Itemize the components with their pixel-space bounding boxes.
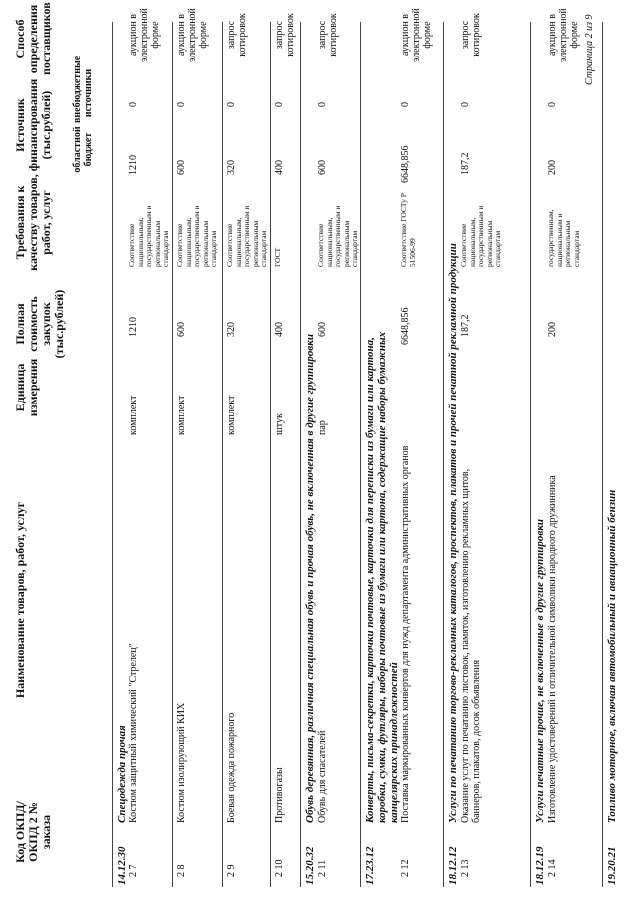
row-method: аукцион в электронной форме	[547, 8, 580, 62]
row-extra: 0	[547, 102, 558, 107]
row-code: 2 11	[317, 859, 328, 877]
group-code-5: 18.12.19	[534, 846, 546, 885]
row-requirements: государственным, национальным и региональным стандартам	[546, 209, 581, 267]
row-cost: 6648,856	[400, 307, 411, 345]
row-extra: 0	[226, 102, 237, 107]
row-name: Поставка маркированных конвертов для нужд департамента административных органов	[400, 445, 411, 823]
row-requirements: Соответствие национальным, государственным и региональным стандартам	[316, 205, 359, 267]
row-extra: 0	[128, 102, 139, 107]
row-regional: 400	[274, 160, 285, 175]
row-method: запрос котировок	[317, 13, 339, 57]
row-cost: 600	[317, 322, 328, 337]
row-unit: комплект	[176, 395, 187, 435]
group-title-1: Спецодежда прочая	[116, 725, 128, 823]
row-divider	[443, 22, 444, 887]
row-regional: 6648,856	[400, 145, 411, 183]
row-method: аукцион в электронной форме	[400, 8, 433, 62]
row-method: запрос котировок	[226, 13, 248, 57]
group-code-4: 18.12.12	[447, 846, 459, 885]
row-name: Костюм изолирующий КИХ	[176, 702, 187, 823]
row-cost: 187,2	[460, 314, 471, 337]
row-cost: 200	[547, 322, 558, 337]
row-regional: 1210	[128, 155, 139, 175]
row-cost: 320	[226, 322, 237, 337]
row-method: аукцион в электронной форме	[128, 8, 161, 62]
row-regional: 600	[176, 160, 187, 175]
row-extra: 0	[400, 102, 411, 107]
header-code: Код ОКПД/ ОКПД 2 № заказа	[13, 801, 53, 863]
row-extra: 0	[317, 102, 328, 107]
header-divider	[112, 22, 113, 887]
row-unit: комплект	[226, 395, 237, 435]
row-method: запрос котировок	[460, 13, 482, 57]
group-title-4: Услуги по печатанию торгово-рекламных каталогов, проспектов, плакатов и прочей печатной рекламной продукции	[447, 243, 459, 823]
row-name: Изготовление удостоверений и отличительной символики народного дружинника	[547, 475, 558, 823]
row-regional: 320	[226, 160, 237, 175]
header-name: Наименование товаров, работ, услуг	[13, 501, 27, 699]
row-extra: 0	[274, 102, 285, 107]
row-requirements: Соответствие национальным, государственным и региональным стандартам	[127, 205, 170, 267]
row-code: 2 9	[226, 864, 237, 877]
row-divider	[270, 22, 271, 887]
row-cost: 600	[176, 322, 187, 337]
group-title-2: Обувь деревянная, различная специальная обувь и прочая обувь, не включенная в другие группировки	[304, 334, 316, 823]
group-code-3: 17.23.12	[364, 846, 376, 885]
row-regional: 600	[317, 160, 328, 175]
group-title-5: Услуги печатные прочие, не включенные в другие группировки	[534, 518, 546, 823]
row-cost: 400	[274, 322, 285, 337]
group-code-6: 19.20.21	[606, 846, 618, 885]
row-code: 2 12	[400, 859, 411, 877]
row-name: Обувь для спасателей	[317, 730, 328, 823]
header-method: Способ определения поставщиков	[13, 2, 53, 75]
row-name: Боевая одежда пожарного	[226, 712, 237, 823]
row-code: 2 7	[128, 864, 139, 877]
header-funding-regional: областной бюджет	[72, 126, 94, 173]
row-divider	[530, 22, 531, 887]
row-unit: штук	[274, 413, 285, 435]
page-number: Страница 2 из 9	[584, 14, 595, 85]
row-name: Костюм защитный химический "Стрелец"	[128, 643, 139, 823]
row-regional: 187,2	[460, 152, 471, 175]
group-code-1: 14.12.30	[116, 846, 128, 885]
header-funding: Источник финансирования (тыс.рублей)	[13, 78, 53, 172]
header-total-cost: Полная стоимость закупок (тыс.рублей)	[13, 289, 66, 359]
row-name: Противогазы	[274, 767, 285, 823]
group-title-3: Конверты, письма-секретки, карточки почтовые, карточки для переписки из бумаги или картона, коробки, сумки, футляры, наборы почтовые из бумаги или картона, содержащие наборы бумажных канцелярских принадлежностей	[364, 331, 400, 823]
row-regional: 200	[547, 160, 558, 175]
row-name: Оказание услуг по печатанию листовок, памяток, изготовлению рекламных щитов, баннеров, плакатов, досок объявления	[460, 468, 482, 823]
row-requirements: Соответствие национальным, государственным и региональным стандартам	[459, 205, 502, 267]
row-code: 2 13	[460, 859, 471, 877]
row-method: аукцион в электронной форме	[176, 8, 209, 62]
row-unit: пар	[317, 420, 328, 435]
row-divider	[172, 22, 173, 887]
row-cost: 1210	[128, 317, 139, 337]
group-title-6: Топливо моторное, включая автомобильный и авиационный бензин	[606, 489, 618, 823]
row-requirements: ГОСТ	[273, 247, 282, 267]
row-divider	[222, 22, 223, 887]
row-divider	[360, 22, 361, 887]
row-requirements: Соответствие национальным, государственным и региональным стандартам	[175, 205, 218, 267]
row-unit: комплект	[128, 395, 139, 435]
row-extra: 0	[460, 102, 471, 107]
row-code: 2 8	[176, 864, 187, 877]
row-requirements: Соответствие ГОСТу Р 51506-99	[399, 193, 417, 267]
row-requirements: Соответствие национальным, государственным и региональным стандартам	[225, 205, 268, 267]
row-divider	[602, 22, 603, 887]
header-unit: Единица измерения	[13, 358, 40, 417]
header-funding-extra: внебюджетные источники	[72, 55, 94, 123]
row-code: 2 10	[274, 859, 285, 877]
row-method: запрос котировок	[274, 13, 296, 57]
row-code: 2 14	[547, 859, 558, 877]
header-requirements: Требования к качеству товаров, работ, услуг	[13, 174, 53, 271]
row-divider	[300, 22, 301, 887]
group-code-2: 15.20.32	[304, 846, 316, 885]
row-extra: 0	[176, 102, 187, 107]
